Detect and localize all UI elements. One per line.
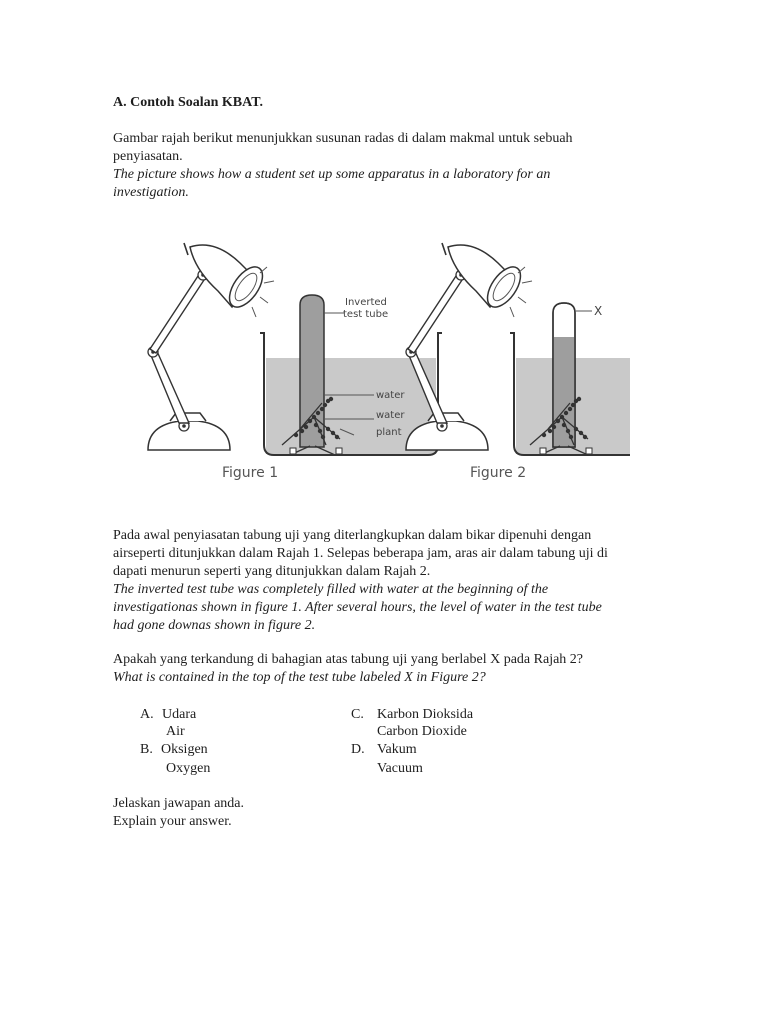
figure-1-caption: Figure 1	[222, 465, 279, 481]
question-english: What is contained in the top of the test tube labeled X in Figure 2?	[113, 670, 486, 685]
apparatus-figure	[140, 225, 630, 493]
intro-malay-line-1: Gambar rajah berikut menunjukkan susunan radas di dalam makmal untuk sebuah	[113, 131, 573, 146]
context-english-line-2: investigationas shown in figure 1. After several hours, the level of water in the test tube	[113, 600, 602, 615]
explain-malay: Jelaskan jawapan anda.	[113, 796, 244, 811]
option-c-malay: Karbon Dioksida	[377, 707, 474, 722]
label-water: water	[376, 390, 405, 401]
option-b-malay: Oksigen	[161, 742, 208, 757]
option-b-letter: B.	[140, 742, 153, 757]
context-malay-line-1: Pada awal penyiasatan tabung uji yang diterlangkupkan dalam bikar dipenuhi dengan	[113, 528, 592, 543]
context-malay-line-3: dapati menurun seperti yang ditunjukkan dalam Rajah 2.	[113, 564, 431, 579]
option-c-english: Carbon Dioxide	[377, 724, 467, 739]
figure-2-beaker	[510, 303, 630, 455]
intro-malay-line-2: penyiasatan.	[113, 149, 183, 164]
option-a-malay: Udara	[162, 707, 197, 722]
context-malay-line-2: airseperti ditunjukkan dalam Rajah 1. Selepas beberapa jam, aras air dalam tabung uji di	[113, 546, 608, 561]
label-inverted-line-2: test tube	[343, 309, 389, 320]
label-x: X	[594, 304, 603, 318]
option-c-letter: C.	[351, 707, 364, 722]
option-d-letter: D.	[351, 742, 365, 757]
option-d-malay: Vakum	[377, 742, 417, 757]
question-malay: Apakah yang terkandung di bahagian atas tabung uji yang berlabel X pada Rajah 2?	[113, 652, 584, 667]
explain-english: Explain your answer.	[113, 814, 232, 829]
option-a-english: Air	[166, 724, 185, 739]
figure-1-lamp	[148, 243, 274, 450]
option-a-letter: A.	[140, 707, 154, 722]
option-b-english: Oxygen	[166, 761, 211, 776]
label-water-plant-line-1: water	[376, 410, 405, 421]
label-water-plant-line-2: plant	[376, 427, 402, 438]
context-english-line-3: had gone downas shown in figure 2.	[113, 618, 316, 633]
option-d-english: Vacuum	[377, 761, 423, 776]
intro-english-line-2: investigation.	[113, 185, 189, 200]
figure-2-caption: Figure 2	[470, 465, 527, 481]
intro-english-line-1: The picture shows how a student set up some apparatus in a laboratory for an	[113, 167, 551, 182]
label-inverted-line-1: Inverted	[345, 297, 387, 308]
heading: A. Contoh Soalan KBAT.	[113, 95, 264, 110]
context-english-line-1: The inverted test tube was completely filled with water at the beginning of the	[113, 582, 549, 597]
